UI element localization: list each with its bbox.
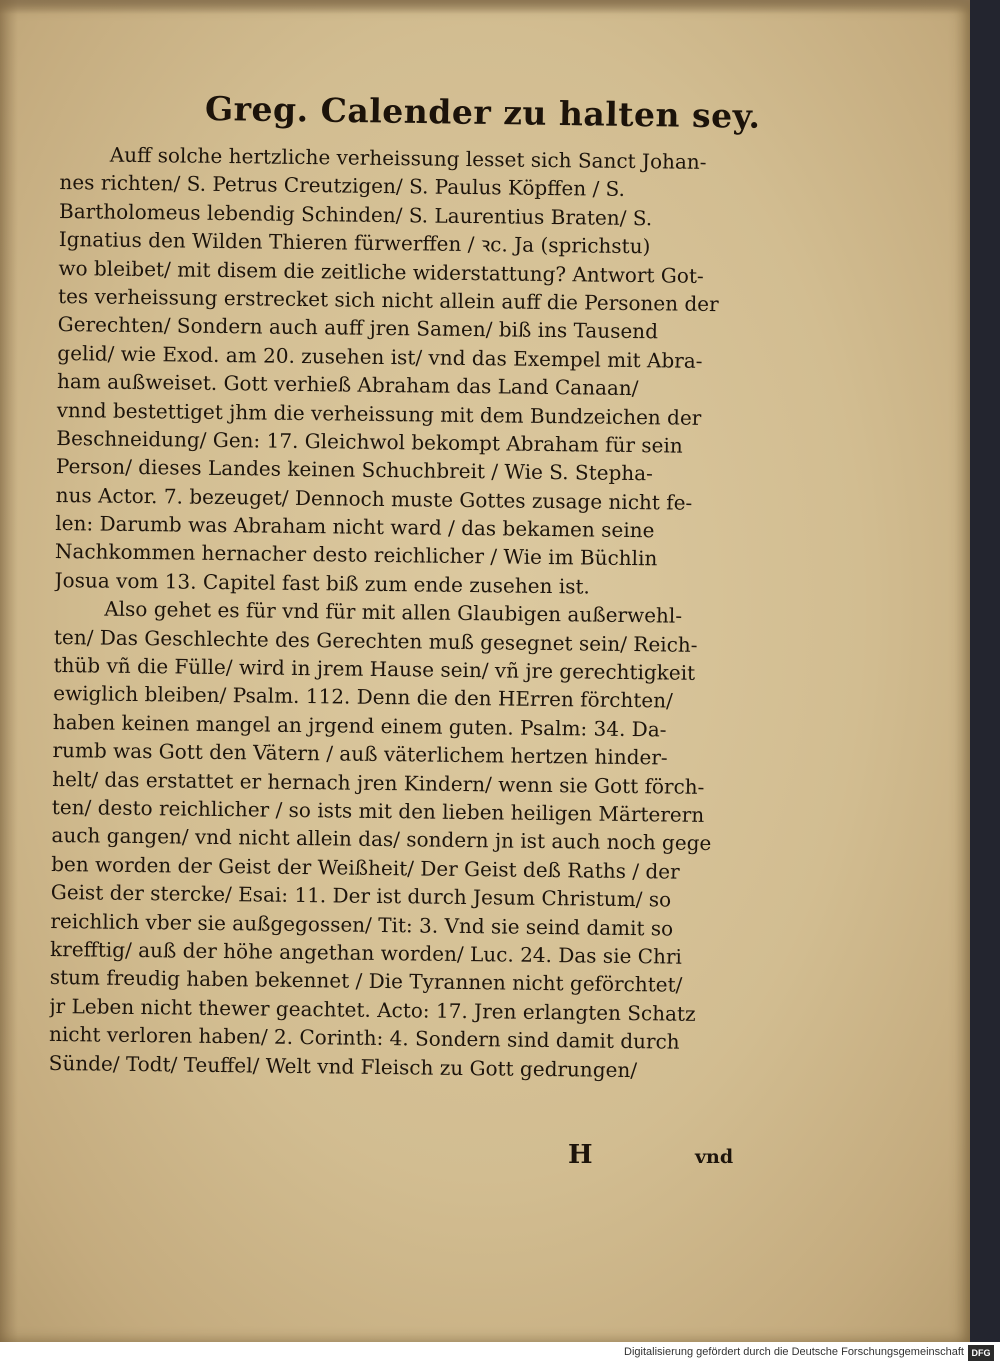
text-line: ham außweiset. Gott verhieß Abraham das Land Canaan/ xyxy=(56,369,639,401)
catchword: vnd xyxy=(695,1146,734,1168)
footer-bar xyxy=(0,1342,1000,1365)
text-line: ben worden der Geist der Weißheit/ Der Geist deß Raths / der xyxy=(51,851,680,884)
body-text xyxy=(49,140,766,1085)
text-line: Bartholomeus lebendig Schinden/ S. Laurentius Braten/ S. xyxy=(58,198,653,231)
text-line: krefftig/ auß der höhe angethan worden/ Luc. 24. Das sie Chri xyxy=(49,936,683,969)
text-line: rumb was Gott den Vätern / auß väterlichem hertzen hinder- xyxy=(52,738,668,770)
text-line: nus Actor. 7. bezeuget/ Dennoch muste Gottes zusage nicht fe- xyxy=(55,482,693,515)
text-line: gelid/ wie Exod. am 20. zusehen ist/ vnd das Exempel mit Abra- xyxy=(57,340,703,373)
text-line: vnnd bestettiget jhm die verheissung mit dem Bundzeichen der xyxy=(56,397,702,430)
text-line: wo bleibet/ mit disem die zeitliche widerstattung? Antwort Got- xyxy=(58,255,704,288)
text-line: reichlich vber sie außgegossen/ Tit: 3. Vnd sie seind damit so xyxy=(50,908,674,941)
text-line: ten/ Das Geschlechte des Gerechten muß gesegnet sein/ Reich- xyxy=(53,624,698,657)
text-line: Also gehet es für vnd für mit allen Glaubigen außerwehl- xyxy=(104,596,683,628)
text-line: ten/ desto reichlicher / so ists mit den lieben heiligen Märterern xyxy=(51,794,705,827)
text-line: Beschneidung/ Gen: 17. Gleichwol bekompt Abraham für sein xyxy=(56,425,683,458)
text-line: Nachkommen hernacher desto reichlicher / Wie im Büchlin xyxy=(54,539,658,571)
text-line: Gerechten/ Sondern auch auff jren Samen/ biß ins Tausend xyxy=(57,312,659,344)
text-line: auch gangen/ vnd nicht allein das/ sondern jn ist auch noch gege xyxy=(51,823,712,856)
page-bottom-marks xyxy=(560,1140,760,1180)
text-line: Ignatius den Wilden Thieren fürwerffen / ꝛc. Ja (sprichstu) xyxy=(58,227,651,259)
text-line: helt/ das erstattet er hernach jren Kindern/ wenn sie Gott förch- xyxy=(52,766,705,799)
text-line: Person/ dieses Landes keinen Schuchbreit / Wie S. Stepha- xyxy=(55,454,654,486)
text-line: len: Darumb was Abraham nicht ward / das bekamen seine xyxy=(55,511,655,543)
scan-background-strip xyxy=(970,0,1000,1342)
text-line: nes richten/ S. Petrus Creutzigen/ S. Paulus Köpffen / S. xyxy=(59,170,626,202)
text-line: ewiglich bleiben/ Psalm. 112. Denn die den HErren förchten/ xyxy=(53,681,673,713)
text-line: stum freudig haben bekennet / Die Tyrannen nicht geförchtet/ xyxy=(49,965,683,997)
running-head: Greg. Calender zu halten sey. xyxy=(204,89,761,136)
text-line: Geist der stercke/ Esai: 11. Der ist durch Jesum Christum/ so xyxy=(50,880,672,912)
text-line: thüb vñ die Fülle/ wird in jrem Hause sein/ vñ jre gerechtigkeit xyxy=(53,652,696,685)
text-line: Sünde/ Todt/ Teuffel/ Welt vnd Fleisch zu Gott gedrungen/ xyxy=(48,1050,638,1082)
text-line: Josua vom 13. Capitel fast biß zum ende zusehen ist. xyxy=(54,567,590,599)
text-line: tes verheissung erstrecket sich nicht allein auff die Personen der xyxy=(57,283,719,317)
page-top-shadow xyxy=(0,0,970,14)
dfg-logo-icon: DFG xyxy=(968,1345,994,1361)
text-line: jr Leben nicht thewer geachtet. Acto: 17. Jren erlangten Schatz xyxy=(49,993,696,1026)
text-line: nicht verloren haben/ 2. Corinth: 4. Sondern sind damit durch xyxy=(48,1022,680,1054)
funding-notice: Digitalisierung gefördert durch die Deutsche Forschungsgemeinschaft xyxy=(624,1346,964,1358)
text-line: Auff solche hertzliche verheissung lesset sich Sanct Johan- xyxy=(109,142,707,174)
signature-mark: H xyxy=(568,1140,593,1170)
text-line: haben keinen mangel an jrgend einem guten. Psalm: 34. Da- xyxy=(52,709,667,742)
page-left-edge xyxy=(0,0,18,1342)
